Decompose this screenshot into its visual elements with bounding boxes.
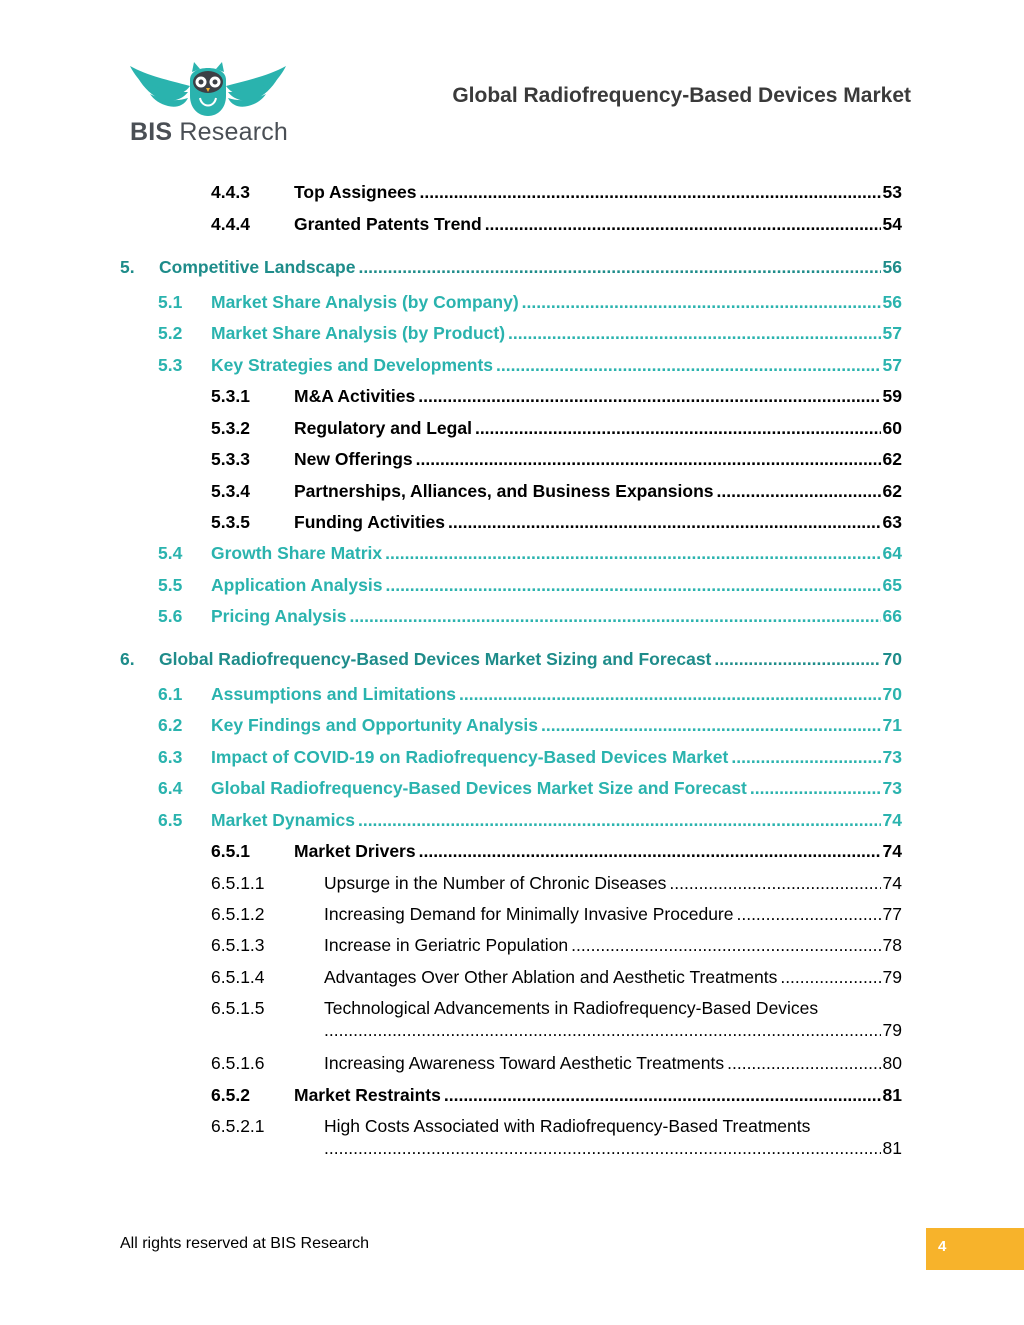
toc-entry-title: New Offerings (294, 449, 413, 469)
toc-entry[interactable] (211, 511, 902, 533)
toc-leader-dots (669, 872, 880, 894)
toc-entry[interactable] (158, 683, 902, 705)
toc-entry-number: 5.3.4 (211, 481, 250, 501)
toc-entry-number: 6.5.1.3 (211, 935, 265, 955)
toc-leader-dots (324, 1137, 881, 1159)
toc-leader-dots (717, 480, 881, 502)
toc-entry-page: 74 (882, 810, 902, 830)
toc-entry[interactable] (211, 903, 902, 925)
toc-entry[interactable] (211, 1115, 902, 1159)
toc-leader-dots (419, 840, 881, 862)
toc-entry-title: Impact of COVID-19 on Radiofrequency-Based Devices Market (211, 747, 729, 767)
toc-leader-dots (750, 777, 881, 799)
toc-entry-title: Global Radiofrequency-Based Devices Market Sizing and Forecast (159, 649, 712, 669)
toc-entry-title: Market Share Analysis (by Product) (211, 323, 506, 343)
toc-entry-number: 6.1 (158, 684, 183, 704)
toc-entry-page: 74 (882, 873, 902, 893)
toc-entry-page: 79 (882, 967, 902, 987)
toc-entry-page: 60 (882, 418, 902, 438)
toc-entry-title: Upsurge in the Number of Chronic Diseases (324, 873, 667, 893)
toc-entry-title: Increase in Geriatric Population (324, 935, 569, 955)
toc-entry[interactable] (158, 291, 902, 313)
toc-entry-number: 5.2 (158, 323, 183, 343)
toc-entry[interactable] (211, 934, 902, 956)
toc-entry-title: Top Assignees (294, 182, 417, 202)
toc-entry-page: 62 (882, 449, 902, 469)
toc-entry-page: 64 (882, 543, 902, 563)
toc-entry-title: Granted Patents Trend (294, 214, 482, 234)
toc-leader-dots (350, 605, 881, 627)
toc-entry-number: 6.5.1.6 (211, 1053, 265, 1073)
toc-entry-number: 6.5.1.4 (211, 967, 265, 987)
toc-entry-page: 71 (882, 715, 902, 735)
toc-entry[interactable] (158, 574, 902, 596)
toc-leader-dots (508, 322, 881, 344)
toc-entry[interactable] (158, 542, 902, 564)
toc-leader-dots (571, 934, 880, 956)
toc-entry-title: Funding Activities (294, 512, 446, 532)
toc-entry[interactable] (120, 256, 902, 278)
toc-entry-page: 56 (882, 292, 902, 312)
toc-entry-number: 5.3.2 (211, 418, 250, 438)
toc-entry-page: 57 (882, 355, 902, 375)
toc-entry[interactable] (158, 605, 902, 627)
toc-entry-title: Regulatory and Legal (294, 418, 472, 438)
logo-text-bold: BIS (130, 118, 173, 146)
toc-entry-number: 5. (120, 257, 135, 277)
toc-entry-number: 5.5 (158, 575, 183, 595)
toc-leader-dots (496, 354, 880, 376)
toc-entry-title: M&A Activities (294, 386, 416, 406)
report-title: Global Radiofrequency-Based Devices Market (452, 84, 911, 107)
toc-entry-page: 66 (882, 606, 902, 626)
toc-entry[interactable] (211, 872, 902, 894)
logo-text-rest: Research (172, 118, 289, 146)
toc-entry-number: 6.2 (158, 715, 183, 735)
toc-entry-page: 56 (882, 257, 902, 277)
toc-entry-number: 6. (120, 649, 135, 669)
logo-wordmark (130, 118, 288, 147)
toc-entry-number: 5.3 (158, 355, 183, 375)
toc-entry-page: 54 (882, 214, 902, 234)
toc-entry[interactable] (211, 385, 902, 407)
toc-entry[interactable] (211, 966, 902, 988)
toc-leader-dots (358, 256, 880, 278)
toc-entry-title: Advantages Over Other Ablation and Aesthetic Treatments (324, 967, 778, 987)
toc-entry-page: 81 (882, 1085, 902, 1105)
toc-entry-page: 78 (882, 935, 902, 955)
toc-leader-dots (485, 213, 881, 235)
toc-leader-dots (385, 542, 880, 564)
toc-leader-dots (416, 448, 881, 470)
toc-entry-number: 6.5 (158, 810, 183, 830)
toc-leader-dots (736, 903, 880, 925)
toc-entry[interactable] (211, 448, 902, 470)
toc-entry-number: 4.4.4 (211, 214, 250, 234)
toc-entry-leader-line (324, 1137, 902, 1159)
toc-entry-title: Market Restraints (294, 1085, 441, 1105)
toc-entry[interactable] (158, 354, 902, 376)
toc-entry[interactable] (211, 213, 902, 235)
toc-entry-page: 73 (882, 747, 902, 767)
toc-entry-page: 63 (882, 512, 902, 532)
toc-leader-dots (522, 291, 881, 313)
toc-leader-dots (727, 1052, 880, 1074)
toc-entry-number: 4.4.3 (211, 182, 250, 202)
toc-entry-number: 5.3.1 (211, 386, 250, 406)
page-number: 4 (938, 1238, 947, 1255)
toc-entry-title: Pricing Analysis (211, 606, 347, 626)
toc-entry[interactable] (211, 417, 902, 439)
toc-entry-page: 57 (882, 323, 902, 343)
toc-leader-dots (418, 385, 880, 407)
toc-entry[interactable] (158, 746, 902, 768)
page-number-badge (926, 1228, 1024, 1270)
toc-entry-page: 80 (882, 1053, 902, 1073)
toc-entry-page: 53 (882, 182, 902, 202)
toc-entry-title: Key Strategies and Developments (211, 355, 494, 375)
toc-entry-title: Increasing Demand for Minimally Invasive Procedure (324, 904, 734, 924)
toc-entry-title: Technological Advancements in Radiofrequency-Based Devices (324, 998, 819, 1018)
toc-entry-page: 70 (882, 684, 902, 704)
toc-entry-page: 70 (882, 649, 902, 669)
toc-entry-title: Global Radiofrequency-Based Devices Market Size and Forecast (211, 778, 747, 798)
toc-entry-number: 6.5.1.2 (211, 904, 265, 924)
toc-entry-number: 5.3.3 (211, 449, 250, 469)
toc-leader-dots (420, 181, 881, 203)
toc-leader-dots (541, 714, 881, 736)
toc-entry-title: Application Analysis (211, 575, 383, 595)
toc-leader-dots (714, 648, 880, 670)
toc-entry-title: Market Drivers (294, 841, 416, 861)
toc-leader-dots (448, 511, 881, 533)
toc-entry[interactable] (158, 777, 902, 799)
toc-entry-page: 81 (882, 1138, 902, 1158)
toc-entry-title: Market Share Analysis (by Company) (211, 292, 519, 312)
toc-entry-number: 5.6 (158, 606, 183, 626)
toc-entry[interactable] (211, 840, 902, 862)
toc-entry-number: 6.5.2.1 (211, 1116, 265, 1136)
owl-logo-icon (128, 62, 288, 118)
toc-entry-title: Partnerships, Alliances, and Business Expansions (294, 481, 714, 501)
toc-entry-title: High Costs Associated with Radiofrequency-Based Treatments (324, 1116, 811, 1136)
toc-entry-leader-line (324, 1019, 902, 1041)
toc-entry[interactable] (158, 809, 902, 831)
toc-entry[interactable] (120, 648, 902, 670)
toc-entry-title: Growth Share Matrix (211, 543, 383, 563)
toc-entry[interactable] (211, 1052, 902, 1074)
toc-entry-page: 59 (882, 386, 902, 406)
toc-entry[interactable] (211, 1084, 902, 1106)
toc-leader-dots (385, 574, 880, 596)
toc-entry-page: 73 (882, 778, 902, 798)
toc-entry-title: Competitive Landscape (159, 257, 356, 277)
toc-entry-number: 6.4 (158, 778, 183, 798)
toc-entry-title: Market Dynamics (211, 810, 355, 830)
toc-entry[interactable] (158, 322, 902, 344)
toc-leader-dots (324, 1019, 881, 1041)
toc-entry-title: Increasing Awareness Toward Aesthetic Treatments (324, 1053, 725, 1073)
toc-entry[interactable] (211, 480, 902, 502)
toc-entry-number: 6.5.1.5 (211, 998, 265, 1018)
toc-leader-dots (459, 683, 881, 705)
toc-entry-page: 62 (882, 481, 902, 501)
toc-entry-title: Assumptions and Limitations (211, 684, 457, 704)
toc-entry-page: 65 (882, 575, 902, 595)
toc-entry[interactable] (211, 181, 902, 203)
bis-research-logo (128, 62, 288, 152)
toc-entry-number: 6.5.1.1 (211, 873, 265, 893)
toc-leader-dots (475, 417, 881, 439)
toc-leader-dots (358, 809, 881, 831)
toc-leader-dots (731, 746, 880, 768)
toc-entry-page: 74 (882, 841, 902, 861)
footer-rights: All rights reserved at BIS Research (120, 1235, 369, 1252)
toc-entry-number: 5.3.5 (211, 512, 250, 532)
toc-entry-number: 5.1 (158, 292, 183, 312)
toc-entry-page: 79 (882, 1020, 902, 1040)
toc-entry-number: 6.5.1 (211, 841, 250, 861)
toc-entry[interactable] (158, 714, 902, 736)
toc-leader-dots (444, 1084, 881, 1106)
toc-entry-number: 6.3 (158, 747, 183, 767)
toc-entry-page: 77 (882, 904, 902, 924)
toc-entry-title: Key Findings and Opportunity Analysis (211, 715, 539, 735)
toc-entry[interactable] (211, 997, 902, 1041)
toc-leader-dots (780, 966, 880, 988)
toc-entry-number: 5.4 (158, 543, 183, 563)
toc-entry-number: 6.5.2 (211, 1085, 250, 1105)
